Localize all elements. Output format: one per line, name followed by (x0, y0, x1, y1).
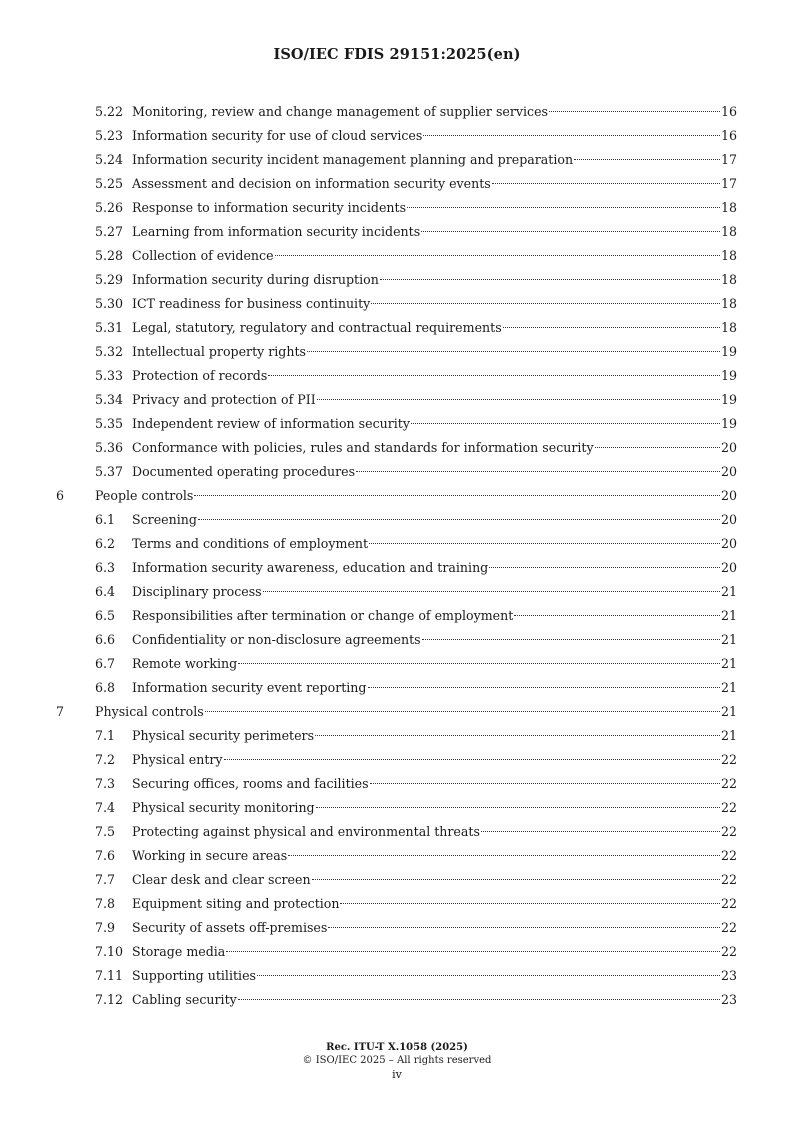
page-number: iv (392, 1068, 402, 1081)
toc-entry-line (95, 485, 737, 507)
toc-entry-number: 7.9 (95, 920, 116, 935)
toc-entry-line (132, 965, 737, 987)
dot-leader (489, 566, 720, 568)
dot-leader (312, 878, 720, 880)
toc-entry-line (132, 101, 737, 123)
toc-entry-line (132, 437, 737, 459)
toc-entry-page: 18 (720, 272, 737, 287)
toc-entry-line (132, 557, 737, 579)
toc-subclause-entry[interactable] (0, 725, 794, 749)
toc-entry-page: 22 (720, 944, 737, 959)
toc-subclause-entry[interactable] (0, 605, 794, 629)
toc-subclause-entry[interactable] (0, 581, 794, 605)
dot-leader (205, 710, 720, 712)
toc-entry-page: 19 (720, 416, 737, 431)
toc-entry-number: 7 (56, 704, 65, 719)
toc-subclause-entry[interactable] (0, 269, 794, 293)
recommendation-reference: Rec. ITU-T X.1058 (2025) (326, 1042, 468, 1053)
toc-entry-number: 5.26 (95, 200, 124, 215)
toc-entry-line (132, 125, 737, 147)
toc-entry-page: 17 (720, 152, 737, 167)
toc-entry-line (132, 893, 737, 915)
toc-entry-page: 21 (720, 608, 737, 623)
dot-leader (422, 638, 720, 640)
toc-subclause-entry[interactable] (0, 941, 794, 965)
toc-entry-title: Legal, statutory, regulatory and contractual requirements (132, 320, 502, 335)
toc-entry-line (132, 821, 737, 843)
dot-leader (356, 470, 720, 472)
table-of-contents (0, 101, 794, 1013)
toc-entry-number: 5.36 (95, 440, 124, 455)
dot-leader (268, 374, 720, 376)
dot-leader (574, 158, 720, 160)
toc-entry-page: 22 (720, 872, 737, 887)
toc-entry-line (132, 245, 737, 267)
toc-subclause-entry[interactable] (0, 677, 794, 701)
dot-leader (407, 206, 720, 208)
toc-subclause-entry[interactable] (0, 461, 794, 485)
dot-leader (238, 998, 720, 1000)
dot-leader (549, 110, 720, 112)
toc-entry-page: 16 (720, 104, 737, 119)
dot-leader (340, 902, 719, 904)
toc-entry-title: Documented operating procedures (132, 464, 356, 479)
toc-clause-entry[interactable] (0, 485, 794, 509)
toc-subclause-entry[interactable] (0, 965, 794, 989)
toc-entry-title: Equipment siting and protection (132, 896, 340, 911)
toc-entry-number: 5.27 (95, 224, 124, 239)
toc-entry-line (132, 581, 737, 603)
toc-entry-number: 5.23 (95, 128, 124, 143)
toc-subclause-entry[interactable] (0, 773, 794, 797)
toc-entry-title: Cabling security (132, 992, 237, 1007)
toc-entry-title: Privacy and protection of PII (132, 392, 316, 407)
toc-entry-line (132, 653, 737, 675)
dot-leader (238, 662, 720, 664)
toc-entry-line (132, 221, 737, 243)
toc-entry-title: Protecting against physical and environmental threats (132, 824, 480, 839)
toc-entry-page: 22 (720, 824, 737, 839)
toc-entry-number: 6.6 (95, 632, 116, 647)
toc-entry-page: 20 (720, 560, 737, 575)
toc-entry-title: Supporting utilities (132, 968, 256, 983)
toc-entry-number: 7.8 (95, 896, 116, 911)
dot-leader (328, 926, 720, 928)
toc-subclause-entry[interactable] (0, 245, 794, 269)
toc-entry-title: Responsibilities after termination or change of employment (132, 608, 514, 623)
toc-subclause-entry[interactable] (0, 293, 794, 317)
toc-entry-line (132, 365, 737, 387)
toc-entry-line (132, 341, 737, 363)
toc-entry-line (132, 629, 737, 651)
toc-entry-title: Working in secure areas (132, 848, 288, 863)
toc-entry-line (132, 797, 737, 819)
toc-entry-page: 21 (720, 656, 737, 671)
toc-entry-line (132, 389, 737, 411)
toc-entry-number: 7.11 (95, 968, 124, 983)
toc-entry-line (132, 269, 737, 291)
toc-entry-title: Information security incident management planning and preparation (132, 152, 574, 167)
toc-entry-title: Remote working (132, 656, 238, 671)
dot-leader (380, 278, 720, 280)
toc-entry-number: 5.24 (95, 152, 124, 167)
toc-entry-line (132, 773, 737, 795)
toc-subclause-entry[interactable] (0, 317, 794, 341)
toc-entry-number: 5.33 (95, 368, 124, 383)
dot-leader (492, 182, 720, 184)
toc-entry-page: 18 (720, 248, 737, 263)
toc-entry-title: Storage media (132, 944, 226, 959)
toc-entry-line (132, 197, 737, 219)
toc-entry-line (132, 149, 737, 171)
toc-entry-number: 7.12 (95, 992, 124, 1007)
dot-leader (595, 446, 720, 448)
toc-entry-title: Independent review of information security (132, 416, 410, 431)
copyright-notice: © ISO/IEC 2025 – All rights reserved (302, 1055, 492, 1066)
dot-leader (514, 614, 720, 616)
toc-entry-title: Terms and conditions of employment (132, 536, 369, 551)
toc-entry-title: Information security awareness, education and training (132, 560, 489, 575)
dot-leader (275, 254, 720, 256)
toc-entry-number: 7.10 (95, 944, 124, 959)
toc-entry-number: 6.2 (95, 536, 116, 551)
toc-entry-page: 21 (720, 728, 737, 743)
toc-entry-number: 6.1 (95, 512, 116, 527)
toc-entry-page: 16 (720, 128, 737, 143)
toc-entry-line (132, 509, 737, 531)
toc-entry-page: 23 (720, 968, 737, 983)
toc-subclause-entry[interactable] (0, 557, 794, 581)
toc-entry-title: Information security for use of cloud services (132, 128, 423, 143)
toc-entry-title: Protection of records (132, 368, 268, 383)
dot-leader (371, 302, 720, 304)
toc-entry-line (132, 869, 737, 891)
toc-entry-title: Security of assets off-premises (132, 920, 328, 935)
toc-clause-entry[interactable] (0, 701, 794, 725)
toc-entry-number: 5.29 (95, 272, 124, 287)
toc-entry-page: 19 (720, 368, 737, 383)
toc-subclause-entry[interactable] (0, 149, 794, 173)
toc-entry-number: 7.1 (95, 728, 116, 743)
toc-subclause-entry[interactable] (0, 869, 794, 893)
toc-entry-title: Conformance with policies, rules and standards for information security (132, 440, 594, 455)
toc-subclause-entry[interactable] (0, 917, 794, 941)
toc-entry-page: 21 (720, 632, 737, 647)
toc-entry-page: 20 (720, 464, 737, 479)
toc-entry-number: 7.2 (95, 752, 116, 767)
toc-entry-title: People controls (95, 488, 194, 503)
toc-entry-line (132, 677, 737, 699)
toc-entry-line (95, 701, 737, 723)
toc-subclause-entry[interactable] (0, 893, 794, 917)
toc-subclause-entry[interactable] (0, 821, 794, 845)
toc-subclause-entry[interactable] (0, 749, 794, 773)
toc-entry-title: Disciplinary process (132, 584, 262, 599)
toc-entry-number: 7.5 (95, 824, 116, 839)
dot-leader (481, 830, 720, 832)
toc-subclause-entry[interactable] (0, 101, 794, 125)
toc-entry-page: 22 (720, 896, 737, 911)
toc-entry-title: ICT readiness for business continuity (132, 296, 371, 311)
toc-entry-page: 21 (720, 680, 737, 695)
toc-entry-page: 18 (720, 200, 737, 215)
toc-subclause-entry[interactable] (0, 125, 794, 149)
toc-entry-page: 17 (720, 176, 737, 191)
toc-entry-number: 7.4 (95, 800, 116, 815)
dot-leader (370, 782, 720, 784)
toc-entry-page: 20 (720, 488, 737, 503)
toc-entry-number: 7.7 (95, 872, 116, 887)
toc-entry-line (132, 989, 737, 1011)
toc-subclause-entry[interactable] (0, 173, 794, 197)
toc-entry-number: 5.31 (95, 320, 124, 335)
toc-entry-page: 21 (720, 584, 737, 599)
dot-leader (503, 326, 720, 328)
toc-entry-number: 6.3 (95, 560, 116, 575)
toc-subclause-entry[interactable] (0, 341, 794, 365)
toc-entry-page: 20 (720, 512, 737, 527)
toc-entry-title: Physical controls (95, 704, 204, 719)
dot-leader (368, 686, 720, 688)
toc-entry-page: 23 (720, 992, 737, 1007)
toc-entry-line (132, 293, 737, 315)
toc-subclause-entry[interactable] (0, 221, 794, 245)
toc-subclause-entry[interactable] (0, 533, 794, 557)
toc-entry-title: Intellectual property rights (132, 344, 306, 359)
toc-entry-number: 5.32 (95, 344, 124, 359)
toc-subclause-entry[interactable] (0, 797, 794, 821)
toc-subclause-entry[interactable] (0, 845, 794, 869)
toc-entry-line (132, 317, 737, 339)
toc-entry-page: 22 (720, 920, 737, 935)
toc-subclause-entry[interactable] (0, 989, 794, 1013)
dot-leader (194, 494, 720, 496)
dot-leader (257, 974, 720, 976)
toc-entry-number: 7.3 (95, 776, 116, 791)
toc-entry-title: Physical security perimeters (132, 728, 315, 743)
toc-subclause-entry[interactable] (0, 629, 794, 653)
toc-entry-page: 20 (720, 440, 737, 455)
toc-entry-title: Collection of evidence (132, 248, 274, 263)
toc-entry-line (132, 533, 737, 555)
toc-entry-page: 22 (720, 776, 737, 791)
toc-entry-number: 6 (56, 488, 65, 503)
toc-entry-page: 22 (720, 752, 737, 767)
toc-subclause-entry[interactable] (0, 197, 794, 221)
toc-entry-page: 19 (720, 392, 737, 407)
toc-subclause-entry[interactable] (0, 389, 794, 413)
toc-entry-title: Clear desk and clear screen (132, 872, 311, 887)
dot-leader (307, 350, 720, 352)
toc-entry-title: Learning from information security incidents (132, 224, 421, 239)
toc-entry-line (132, 413, 737, 435)
dot-leader (288, 854, 720, 856)
toc-subclause-entry[interactable] (0, 413, 794, 437)
toc-entry-page: 18 (720, 296, 737, 311)
dot-leader (369, 542, 720, 544)
toc-subclause-entry[interactable] (0, 653, 794, 677)
dot-leader (224, 758, 720, 760)
dot-leader (316, 806, 720, 808)
toc-entry-line (132, 749, 737, 771)
toc-entry-title: Monitoring, review and change management of supplier services (132, 104, 548, 119)
dot-leader (226, 950, 720, 952)
dot-leader (315, 734, 720, 736)
toc-entry-number: 5.35 (95, 416, 124, 431)
toc-entry-title: Response to information security incidents (132, 200, 407, 215)
toc-entry-page: 22 (720, 800, 737, 815)
toc-subclause-entry[interactable] (0, 437, 794, 461)
toc-entry-page: 18 (720, 224, 737, 239)
toc-entry-line (132, 605, 737, 627)
dot-leader (423, 134, 720, 136)
toc-entry-number: 6.5 (95, 608, 116, 623)
document-id: ISO/IEC FDIS 29151:2025(en) (273, 46, 521, 63)
dot-leader (317, 398, 720, 400)
page-footer (0, 1041, 794, 1081)
toc-subclause-entry[interactable] (0, 365, 794, 389)
toc-entry-page: 19 (720, 344, 737, 359)
toc-entry-line (132, 725, 737, 747)
toc-entry-number: 6.8 (95, 680, 116, 695)
toc-entry-page: 20 (720, 536, 737, 551)
toc-entry-number: 5.34 (95, 392, 124, 407)
toc-entry-title: Information security during disruption (132, 272, 379, 287)
toc-entry-title: Confidentiality or non-disclosure agreements (132, 632, 421, 647)
toc-subclause-entry[interactable] (0, 509, 794, 533)
toc-entry-line (132, 941, 737, 963)
toc-entry-number: 5.30 (95, 296, 124, 311)
dot-leader (421, 230, 720, 232)
toc-entry-page: 22 (720, 848, 737, 863)
toc-entry-title: Physical entry (132, 752, 223, 767)
dot-leader (411, 422, 720, 424)
toc-entry-number: 5.37 (95, 464, 124, 479)
toc-entry-line (132, 173, 737, 195)
toc-entry-number: 6.7 (95, 656, 116, 671)
document-header (0, 46, 794, 63)
toc-entry-line (132, 917, 737, 939)
toc-entry-number: 5.22 (95, 104, 124, 119)
toc-entry-page: 21 (720, 704, 737, 719)
toc-entry-title: Physical security monitoring (132, 800, 315, 815)
toc-entry-number: 6.4 (95, 584, 116, 599)
toc-entry-page: 18 (720, 320, 737, 335)
dot-leader (198, 518, 720, 520)
toc-entry-title: Assessment and decision on information security events (132, 176, 491, 191)
toc-entry-line (132, 845, 737, 867)
toc-entry-number: 7.6 (95, 848, 116, 863)
toc-entry-line (132, 461, 737, 483)
toc-entry-number: 5.28 (95, 248, 124, 263)
toc-entry-title: Securing offices, rooms and facilities (132, 776, 369, 791)
toc-entry-title: Information security event reporting (132, 680, 367, 695)
toc-entry-title: Screening (132, 512, 197, 527)
toc-entry-number: 5.25 (95, 176, 124, 191)
dot-leader (263, 590, 720, 592)
